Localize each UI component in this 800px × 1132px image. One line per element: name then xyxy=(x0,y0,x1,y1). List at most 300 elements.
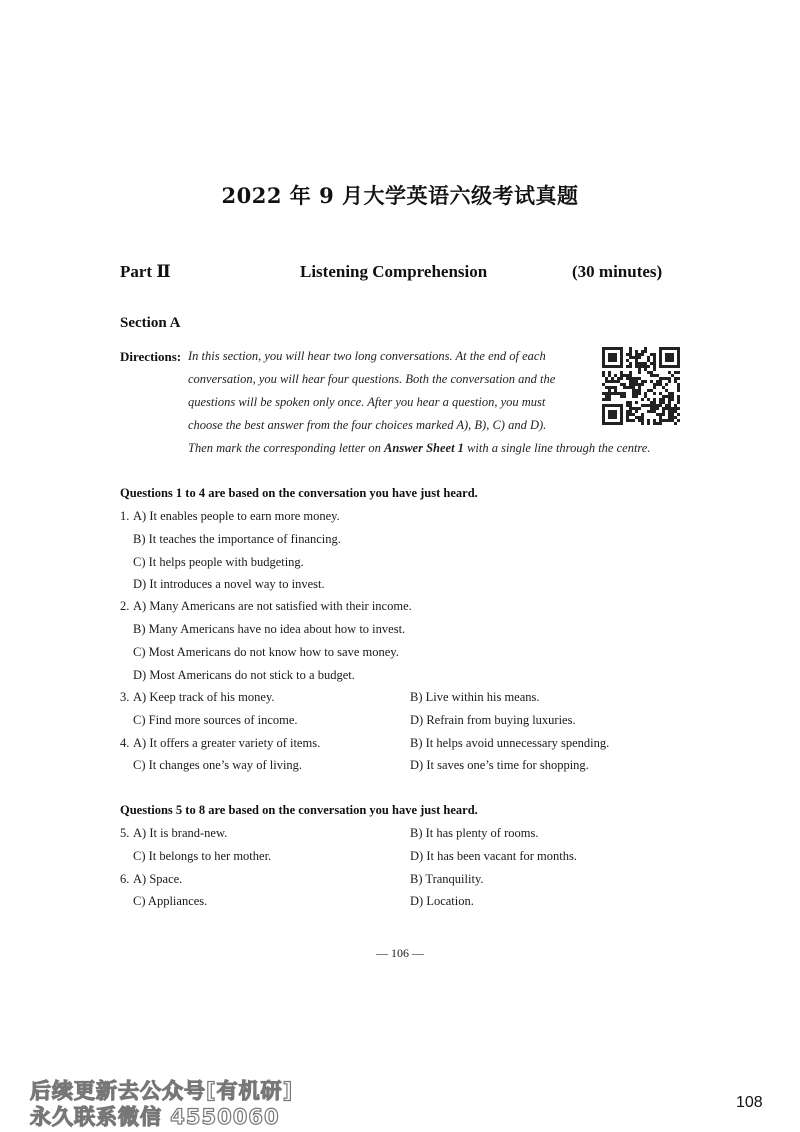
qr-module xyxy=(629,350,632,353)
section-heading: Section A xyxy=(120,315,181,331)
directions-line: In this section, you will hear two long conversations. At the end of each xyxy=(188,349,546,363)
qr-module xyxy=(608,395,611,398)
qr-module xyxy=(665,419,668,422)
qr-code[interactable] xyxy=(602,347,680,425)
qr-module xyxy=(635,359,638,362)
directions-label: Directions: xyxy=(120,349,182,364)
qr-module xyxy=(629,347,632,350)
qr-module xyxy=(665,389,668,392)
qr-module xyxy=(626,386,629,389)
qr-module xyxy=(659,398,662,401)
qr-module xyxy=(629,362,632,365)
qr-module xyxy=(638,353,641,356)
qr-module xyxy=(653,374,656,377)
qr-module xyxy=(602,392,605,395)
qr-module xyxy=(635,356,638,359)
qr-module xyxy=(611,392,614,395)
qr-module xyxy=(602,371,605,374)
qr-module xyxy=(620,392,623,395)
qr-module xyxy=(668,371,671,374)
qr-module xyxy=(641,362,644,365)
qr-module xyxy=(668,407,671,410)
qr-module xyxy=(605,377,608,380)
qr-module xyxy=(653,398,656,401)
qr-module xyxy=(662,410,665,413)
question-group-heading: Questions 5 to 8 are based on the conversation you have just heard. xyxy=(120,803,478,817)
qr-module xyxy=(647,404,650,407)
qr-module xyxy=(632,383,635,386)
qr-module xyxy=(674,416,677,419)
qr-module xyxy=(614,392,617,395)
qr-module xyxy=(653,404,656,407)
qr-module xyxy=(638,389,641,392)
option-d: D) Refrain from buying luxuries. xyxy=(410,713,576,727)
qr-finder-square xyxy=(608,410,617,419)
qr-module xyxy=(656,383,659,386)
qr-module xyxy=(677,371,680,374)
answer-sheet-ref: Answer Sheet 1 xyxy=(384,441,464,455)
qr-module xyxy=(629,353,632,356)
qr-module xyxy=(662,395,665,398)
qr-module xyxy=(602,374,605,377)
qr-module xyxy=(632,389,635,392)
option-a: A) Space. xyxy=(133,872,183,886)
qr-module xyxy=(662,401,665,404)
qr-module xyxy=(635,350,638,353)
qr-module xyxy=(662,398,665,401)
qr-module xyxy=(665,377,668,380)
qr-module xyxy=(656,407,659,410)
qr-module xyxy=(650,374,653,377)
qr-module xyxy=(638,365,641,368)
qr-module xyxy=(671,416,674,419)
qr-module xyxy=(659,392,662,395)
qr-module xyxy=(638,356,641,359)
qr-module xyxy=(635,353,638,356)
qr-module xyxy=(677,407,680,410)
qr-module xyxy=(608,386,611,389)
directions-line: questions will be spoken only once. After you hear a question, you must xyxy=(188,395,546,409)
qr-module xyxy=(653,368,656,371)
option-a: A) Keep track of his money. xyxy=(133,690,275,704)
qr-module xyxy=(635,392,638,395)
qr-module xyxy=(641,416,644,419)
option-c: C) Appliances. xyxy=(133,894,208,908)
qr-module xyxy=(659,413,662,416)
qr-module xyxy=(671,419,674,422)
qr-module xyxy=(677,383,680,386)
qr-module xyxy=(611,377,614,380)
qr-module xyxy=(626,401,629,404)
question-number: 5. xyxy=(120,826,130,840)
qr-module xyxy=(632,386,635,389)
qr-module xyxy=(629,377,632,380)
qr-module xyxy=(629,383,632,386)
qr-module xyxy=(668,419,671,422)
qr-module xyxy=(638,386,641,389)
qr-module xyxy=(632,413,635,416)
qr-module xyxy=(674,422,677,425)
qr-module xyxy=(653,386,656,389)
qr-module xyxy=(641,413,644,416)
qr-module xyxy=(638,416,641,419)
option-c: C) It changes one’s way of living. xyxy=(133,758,303,772)
question-number: 4. xyxy=(120,736,130,750)
qr-module xyxy=(632,395,635,398)
qr-module xyxy=(662,407,665,410)
qr-module xyxy=(635,410,638,413)
option-a: A) Many Americans are not satisfied with their income. xyxy=(133,599,412,613)
qr-module xyxy=(635,380,638,383)
qr-module xyxy=(662,386,665,389)
qr-module xyxy=(647,356,650,359)
qr-module xyxy=(620,383,623,386)
qr-module xyxy=(653,407,656,410)
watermark-line: 永久联系微信 4550060 xyxy=(30,1105,280,1129)
qr-module xyxy=(668,380,671,383)
qr-module xyxy=(629,371,632,374)
qr-module xyxy=(629,404,632,407)
qr-module xyxy=(626,353,629,356)
qr-module xyxy=(653,383,656,386)
qr-module xyxy=(638,377,641,380)
qr-module xyxy=(638,407,641,410)
qr-module xyxy=(644,404,647,407)
qr-module xyxy=(653,392,656,395)
qr-module xyxy=(614,374,617,377)
qr-module xyxy=(629,401,632,404)
qr-module xyxy=(635,362,638,365)
qr-module xyxy=(668,404,671,407)
qr-module xyxy=(653,422,656,425)
qr-module xyxy=(659,380,662,383)
qr-module xyxy=(662,419,665,422)
question-group-heading: Questions 1 to 4 are based on the conversation you have just heard. xyxy=(120,486,478,500)
qr-module xyxy=(635,407,638,410)
qr-module xyxy=(665,383,668,386)
qr-module xyxy=(674,407,677,410)
qr-module xyxy=(629,419,632,422)
qr-module xyxy=(632,380,635,383)
qr-module xyxy=(635,377,638,380)
qr-module xyxy=(647,365,650,368)
qr-module xyxy=(623,392,626,395)
qr-module xyxy=(677,395,680,398)
qr-module xyxy=(677,401,680,404)
qr-module xyxy=(629,407,632,410)
qr-module xyxy=(668,410,671,413)
qr-module xyxy=(635,416,638,419)
qr-module xyxy=(608,371,611,374)
qr-module xyxy=(671,410,674,413)
page-title: 2022 年 9 月大学英语六级考试真题 xyxy=(221,183,579,208)
qr-module xyxy=(632,377,635,380)
qr-module xyxy=(641,404,644,407)
qr-module xyxy=(668,413,671,416)
option-b: B) Live within his means. xyxy=(410,690,540,704)
qr-module xyxy=(647,389,650,392)
part-label: Part Ⅱ xyxy=(120,262,171,281)
qr-module xyxy=(665,407,668,410)
qr-module xyxy=(641,365,644,368)
qr-module xyxy=(626,359,629,362)
qr-module xyxy=(638,362,641,365)
qr-module xyxy=(626,404,629,407)
qr-module xyxy=(605,380,608,383)
qr-module xyxy=(677,419,680,422)
qr-module xyxy=(611,380,614,383)
qr-module xyxy=(647,398,650,401)
qr-module xyxy=(629,374,632,377)
option-d: D) It saves one’s time for shopping. xyxy=(410,758,589,772)
option-d: D) It has been vacant for months. xyxy=(410,849,577,863)
qr-module xyxy=(632,392,635,395)
question-number: 3. xyxy=(120,690,130,704)
qr-module xyxy=(614,386,617,389)
option-a: A) It offers a greater variety of items. xyxy=(133,736,321,750)
qr-module xyxy=(662,377,665,380)
qr-module xyxy=(659,377,662,380)
qr-module xyxy=(617,380,620,383)
qr-module xyxy=(656,404,659,407)
qr-module xyxy=(620,395,623,398)
qr-module xyxy=(644,380,647,383)
qr-module xyxy=(653,353,656,356)
qr-module xyxy=(668,401,671,404)
qr-module xyxy=(614,389,617,392)
qr-module xyxy=(674,371,677,374)
qr-finder-square xyxy=(608,353,617,362)
qr-module xyxy=(671,407,674,410)
qr-module xyxy=(644,395,647,398)
qr-module xyxy=(662,413,665,416)
option-d: D) Most Americans do not stick to a budget. xyxy=(133,668,355,682)
qr-module xyxy=(626,377,629,380)
qr-module xyxy=(629,356,632,359)
qr-module xyxy=(626,410,629,413)
qr-module xyxy=(605,395,608,398)
directions-line: conversation, you will hear four questions. Both the conversation and the xyxy=(188,372,556,386)
part-name: Listening Comprehension xyxy=(300,262,488,281)
qr-module xyxy=(641,398,644,401)
qr-module xyxy=(608,398,611,401)
qr-module xyxy=(629,386,632,389)
qr-module xyxy=(638,392,641,395)
qr-module xyxy=(674,377,677,380)
qr-module xyxy=(644,365,647,368)
qr-module xyxy=(674,380,677,383)
qr-module xyxy=(632,419,635,422)
qr-module xyxy=(653,419,656,422)
qr-module xyxy=(644,392,647,395)
qr-module xyxy=(677,377,680,380)
qr-module xyxy=(635,401,638,404)
qr-module xyxy=(626,413,629,416)
option-b: B) It has plenty of rooms. xyxy=(410,826,539,840)
qr-module xyxy=(659,416,662,419)
qr-module xyxy=(638,368,641,371)
qr-module xyxy=(650,410,653,413)
qr-module xyxy=(668,398,671,401)
option-c: C) It belongs to her mother. xyxy=(133,849,272,863)
qr-module xyxy=(671,374,674,377)
qr-module xyxy=(668,416,671,419)
qr-module xyxy=(641,422,644,425)
option-c: C) Find more sources of income. xyxy=(133,713,298,727)
qr-module xyxy=(668,395,671,398)
qr-module xyxy=(620,377,623,380)
qr-module xyxy=(641,350,644,353)
qr-module xyxy=(644,362,647,365)
qr-module xyxy=(605,392,608,395)
qr-module xyxy=(620,371,623,374)
directions-line: choose the best answer from the four choices marked A), B), C) and D). xyxy=(188,418,547,432)
directions-text: with a single line through the centre. xyxy=(463,441,651,455)
qr-module xyxy=(611,386,614,389)
qr-module xyxy=(671,413,674,416)
question-number: 2. xyxy=(120,599,130,613)
qr-module xyxy=(674,404,677,407)
qr-module xyxy=(647,359,650,362)
qr-module xyxy=(674,410,677,413)
directions-line-last xyxy=(188,441,651,456)
qr-module xyxy=(671,398,674,401)
qr-module xyxy=(623,395,626,398)
qr-module xyxy=(629,365,632,368)
qr-module xyxy=(623,374,626,377)
qr-module xyxy=(656,413,659,416)
qr-module xyxy=(629,380,632,383)
qr-module xyxy=(677,398,680,401)
watermark-line: 后续更新去公众号[有机研] xyxy=(30,1079,294,1103)
qr-module xyxy=(659,422,662,425)
qr-module xyxy=(638,371,641,374)
qr-module xyxy=(671,395,674,398)
qr-module xyxy=(629,410,632,413)
qr-module xyxy=(656,380,659,383)
qr-module xyxy=(653,362,656,365)
qr-module xyxy=(608,389,611,392)
qr-module xyxy=(641,353,644,356)
qr-module xyxy=(650,353,653,356)
qr-module xyxy=(617,392,620,395)
qr-module xyxy=(659,419,662,422)
qr-module xyxy=(644,368,647,371)
qr-module xyxy=(650,401,653,404)
qr-module xyxy=(650,380,653,383)
option-b: B) It helps avoid unnecessary spending. xyxy=(410,736,610,750)
qr-module xyxy=(626,374,629,377)
qr-module xyxy=(653,359,656,362)
qr-module xyxy=(632,356,635,359)
qr-module xyxy=(650,371,653,374)
qr-module xyxy=(605,398,608,401)
qr-module xyxy=(647,422,650,425)
qr-module xyxy=(635,395,638,398)
qr-module xyxy=(605,386,608,389)
qr-module xyxy=(647,419,650,422)
option-a: A) It is brand-new. xyxy=(133,826,228,840)
option-d: D) It introduces a novel way to invest. xyxy=(133,577,325,591)
qr-module xyxy=(653,410,656,413)
qr-module xyxy=(623,383,626,386)
qr-module xyxy=(608,374,611,377)
qr-module xyxy=(641,419,644,422)
qr-module xyxy=(602,383,605,386)
qr-module xyxy=(659,383,662,386)
sheet-number: 108 xyxy=(736,1094,763,1111)
qr-module xyxy=(653,356,656,359)
qr-module xyxy=(629,413,632,416)
option-c: C) Most Americans do not know how to save money. xyxy=(133,645,399,659)
qr-module xyxy=(668,392,671,395)
qr-module xyxy=(608,380,611,383)
qr-module xyxy=(656,422,659,425)
option-b: B) It teaches the importance of financing. xyxy=(133,532,341,546)
part-time: (30 minutes) xyxy=(572,262,663,281)
directions-text: Then mark the corresponding letter on xyxy=(188,441,385,455)
qr-module xyxy=(665,404,668,407)
page-number: — 106 — xyxy=(376,946,424,960)
qr-module xyxy=(641,380,644,383)
qr-finder-square xyxy=(665,353,674,362)
qr-module xyxy=(653,401,656,404)
qr-module xyxy=(641,383,644,386)
qr-module xyxy=(635,383,638,386)
option-b: B) Many Americans have no idea about how to invest. xyxy=(133,622,406,636)
question-number: 6. xyxy=(120,872,130,886)
qr-module xyxy=(635,389,638,392)
qr-module xyxy=(647,410,650,413)
qr-module xyxy=(623,386,626,389)
qr-module xyxy=(647,371,650,374)
qr-module xyxy=(656,374,659,377)
qr-module xyxy=(626,416,629,419)
qr-module xyxy=(620,374,623,377)
qr-module xyxy=(650,362,653,365)
qr-module xyxy=(671,392,674,395)
qr-module xyxy=(626,419,629,422)
qr-module xyxy=(650,407,653,410)
qr-module xyxy=(668,377,671,380)
qr-module xyxy=(614,380,617,383)
qr-module xyxy=(638,383,641,386)
option-b: B) Tranquility. xyxy=(410,872,484,886)
qr-module xyxy=(677,413,680,416)
qr-module xyxy=(635,365,638,368)
qr-module xyxy=(626,365,629,368)
qr-module xyxy=(677,386,680,389)
qr-module xyxy=(608,392,611,395)
qr-module xyxy=(653,365,656,368)
qr-module xyxy=(617,377,620,380)
qr-module xyxy=(650,404,653,407)
qr-module xyxy=(659,401,662,404)
qr-module xyxy=(632,407,635,410)
qr-module xyxy=(644,350,647,353)
option-d: D) Location. xyxy=(410,894,474,908)
qr-module xyxy=(650,389,653,392)
qr-module xyxy=(638,419,641,422)
option-c: C) It helps people with budgeting. xyxy=(133,555,304,569)
option-a: A) It enables people to earn more money. xyxy=(133,509,340,523)
qr-module xyxy=(659,404,662,407)
question-number: 1. xyxy=(120,509,130,523)
qr-module xyxy=(602,398,605,401)
qr-module xyxy=(677,389,680,392)
qr-module xyxy=(665,395,668,398)
qr-module xyxy=(644,347,647,350)
